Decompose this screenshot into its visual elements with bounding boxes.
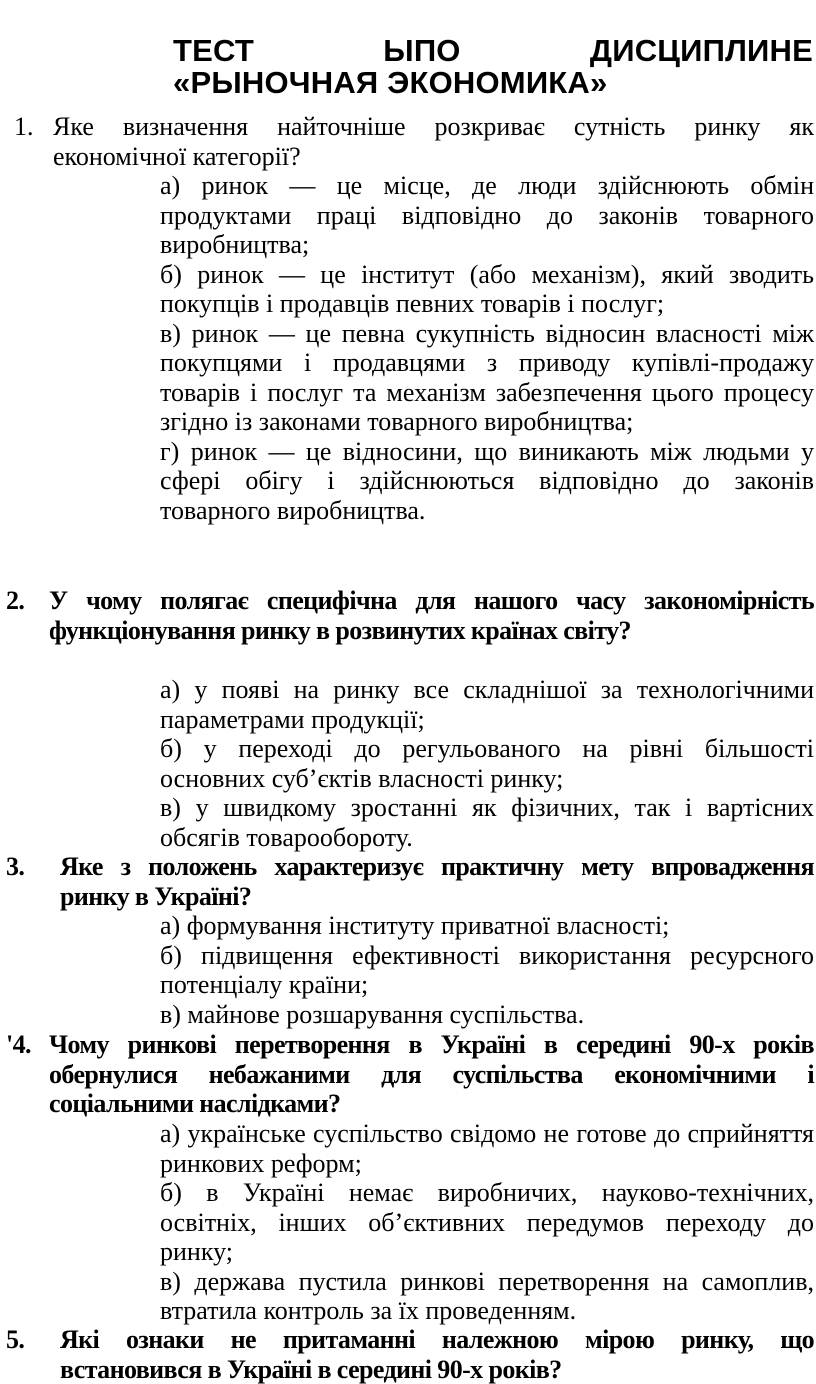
question-1-options xyxy=(160,171,814,525)
question-4-options xyxy=(160,1119,814,1326)
question-number: 3. xyxy=(6,852,25,881)
question-2-options xyxy=(160,675,814,852)
question-number: '4. xyxy=(6,1030,31,1059)
question-number: 1. xyxy=(14,112,34,141)
document-title-line-2: «РЫНОЧНАЯ ЭКОНОМИКА» xyxy=(173,65,608,100)
option-b: б) в Україні немає виробничих, науково-технічних, освітніх, інших об’єктивних передумов переходу до ринку; xyxy=(160,1178,814,1266)
question-text: Які ознаки не притаманні належною мірою ринку, що встановився в Україні в середині 90-х років? xyxy=(60,1325,814,1384)
option-c: в) держава пустила ринкові перетворення на самоплив, втратила контроль за їх проведенням. xyxy=(160,1266,814,1325)
document-title-line-1: ТЕСТ ЫПО ДИСЦИПЛИНЕ xyxy=(173,33,813,68)
option-b: б) підвищення ефективності використання ресурсного потенціалу країни; xyxy=(160,940,814,999)
option-a: а) у появі на ринку все складнішої за технологічними параметрами продукції; xyxy=(160,675,814,734)
question-text: Яке визначення найточніше розкриває сутність ринку як економічної категорії? xyxy=(53,112,814,171)
question-4 xyxy=(6,1030,814,1119)
question-text: Чому ринкові перетворення в Україні в середині 90-х років обернулися небажаними для суспільства економічними і соціальними наслідками? xyxy=(49,1030,814,1118)
question-text: Яке з положень характеризує практичну мету впровадження ринку в Україні? xyxy=(60,852,814,911)
option-b: б) ринок — це інститут (або механізм), який зводить покупців і продавців певних товарів і послуг; xyxy=(160,259,814,318)
option-a: а) українське суспільство свідомо не готове до сприйняття ринкових реформ; xyxy=(160,1119,814,1178)
question-number: 2. xyxy=(6,586,25,615)
question-5 xyxy=(6,1325,814,1384)
question-number: 5. xyxy=(6,1325,25,1354)
option-c: в) ринок — це певна сукупність відносин власності між покупцями і продавцями з приводу купівлі-продажу товарів і послуг та механізм забезпечення цього процесу згідно із законами товарного виробництва; xyxy=(160,318,814,436)
question-3 xyxy=(6,852,814,911)
option-c: в) у швидкому зростанні як фізичних, так і вартісних обсягів товарообороту. xyxy=(160,793,814,852)
question-3-options xyxy=(160,911,814,1029)
option-b: б) у переході до регульованого на рівні більшості основних суб’єктів власності ринку; xyxy=(160,734,814,793)
option-d: г) ринок — це відносини, що виникають між людьми у сфері обігу і здійснюються відповідно до законів товарного виробництва. xyxy=(160,436,814,525)
question-text: У чому полягає специфічна для нашого часу закономірність функціонування ринку в розвинутих країнах світу? xyxy=(49,586,814,645)
option-a: а) формування інституту приватної власності; xyxy=(160,911,670,940)
option-c: в) майнове розшарування суспільства. xyxy=(160,999,585,1029)
option-a: а) ринок — це місце, де люди здійснюють обмін продуктами праці відповідно до законів товарного виробництва; xyxy=(160,171,814,259)
question-2 xyxy=(6,586,814,645)
question-1 xyxy=(6,112,814,171)
